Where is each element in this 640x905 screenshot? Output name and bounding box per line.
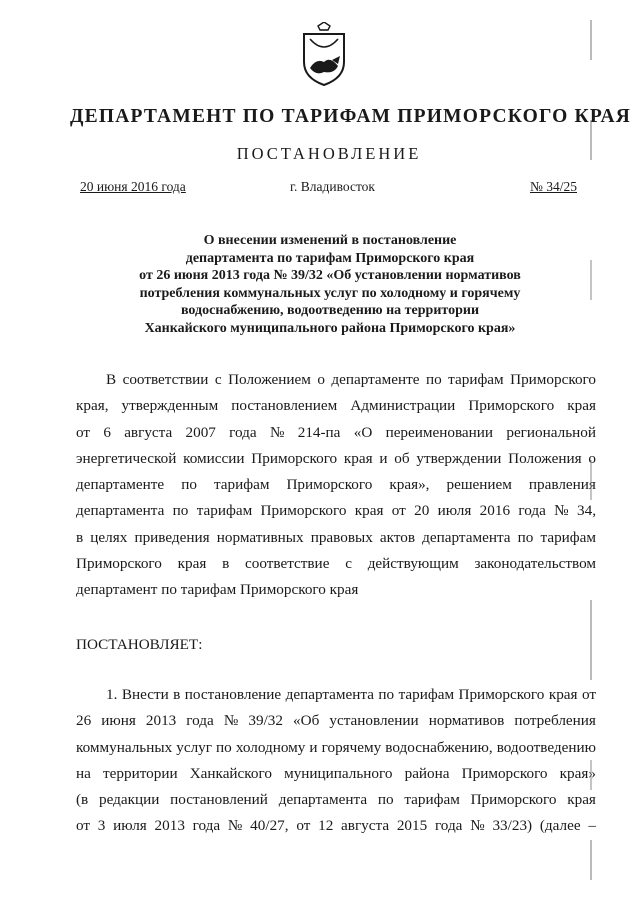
text-line: В соответствии с Положением о департаменте по тарифам Приморского [106, 371, 596, 388]
preamble-paragraph [76, 367, 596, 604]
coat-of-arms-icon [298, 22, 350, 86]
subject-line: водоснабжению, водоотведению на территории [180, 303, 480, 319]
scan-binding-mark [587, 0, 595, 905]
text-line: коммунальных услуг по холодному и горячему водоснабжению, водоотведению [76, 738, 596, 756]
subject-line: Ханкайского муниципального района Приморского края» [144, 320, 516, 336]
item-1-paragraph [76, 682, 596, 840]
text-line: 26 июня 2013 года № 39/32 «Об установлении нормативов потребления [76, 712, 596, 730]
text-line: от 3 июля 2013 года № 40/27, от 12 августа 2015 года № 33/23) (далее – [76, 817, 596, 835]
text-line: энергетической комиссии Приморского края и об утверждении Положения о [76, 449, 596, 467]
text-line: департаменте по тарифам Приморского края», решением правления [76, 476, 596, 494]
document-number: № 34/25 [530, 179, 578, 194]
resolve-heading: ПОСТАНОВЛЯЕТ: [76, 636, 203, 653]
department-title: ДЕПАРТАМЕНТ ПО ТАРИФАМ ПРИМОРСКОГО КРАЯ [70, 106, 632, 127]
document-subject [90, 232, 570, 338]
subject-line: потребления коммунальных услуг по холодному и горячему [139, 285, 521, 301]
text-line: департамента по тарифам Приморского края от 20 июля 2016 года № 34, [76, 502, 596, 520]
subject-line: от 26 июня 2013 года № 39/32 «Об установлении нормативов [139, 268, 521, 284]
text-line: от 6 августа 2007 года № 214-па «О переименовании региональной [76, 423, 596, 441]
text-line: 1. Внести в постановление департамента по тарифам Приморского края от [106, 686, 596, 703]
text-line: края, утвержденным постановлением Администрации Приморского края [76, 397, 596, 415]
text-line: Приморского края в соответствие с действующим законодательством [76, 555, 596, 573]
subject-line: департамента по тарифам Приморского края [185, 250, 475, 266]
document-type: ПОСТАНОВЛЕНИЕ [236, 144, 422, 163]
text-line: в целях приведения нормативных правовых актов департамента по тарифам [76, 528, 596, 546]
text-line: (в редакции постановлений департамента по тарифам Приморского края [76, 791, 596, 809]
subject-line: О внесении изменений в постановление [203, 233, 457, 248]
text-line: департамент по тарифам Приморского края [76, 581, 359, 599]
document-date: 20 июня 2016 года [80, 179, 186, 194]
document-city: г. Владивосток [290, 179, 375, 194]
text-line: на территории Ханкайского муниципального района Приморского края» [76, 764, 596, 782]
